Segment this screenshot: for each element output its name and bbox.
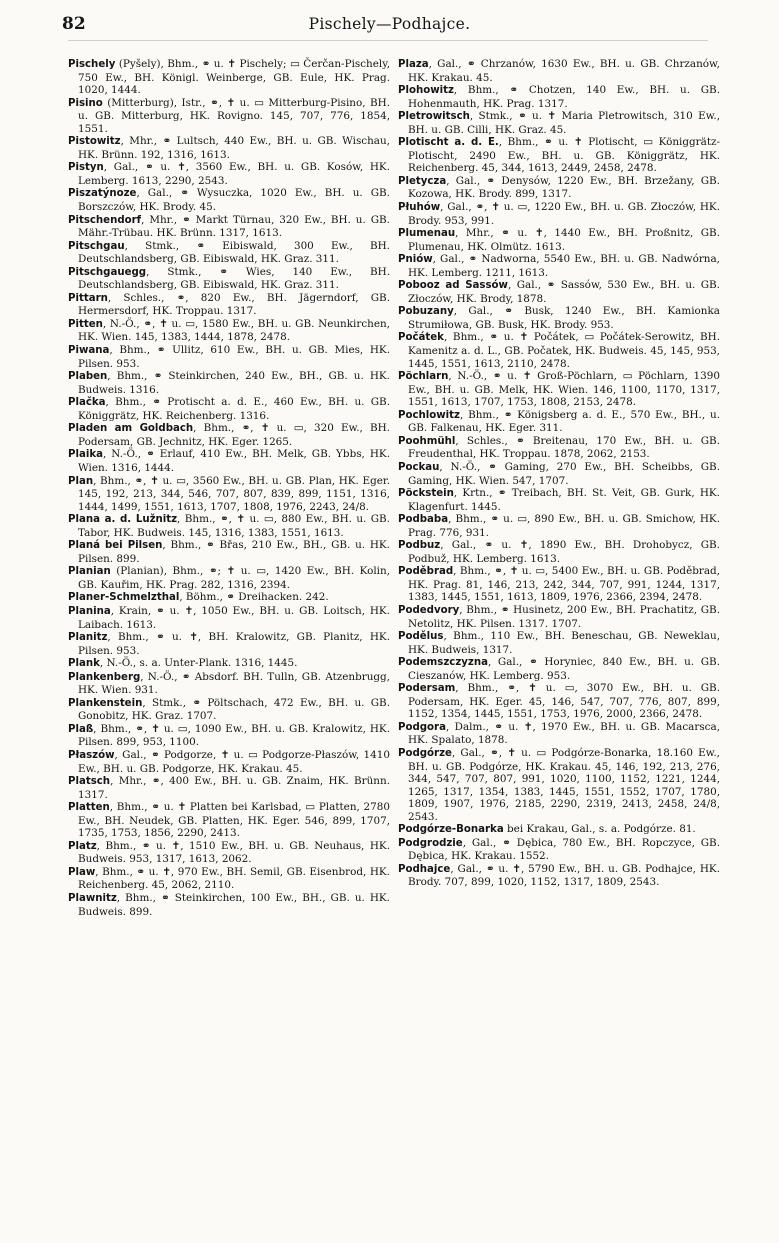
gazetteer-entry [398, 682, 720, 721]
entry-headword: Pockau [398, 461, 440, 473]
gazetteer-entry [398, 136, 720, 175]
entry-headword: Płuhów [398, 202, 441, 214]
entry-headword: Platten [68, 802, 110, 814]
entry-headword: Plana a. d. Lužnitz [68, 514, 178, 526]
entry-headword: Plank [68, 658, 100, 670]
entry-headword: Plankenberg [68, 671, 141, 683]
gazetteer-entry [398, 837, 720, 863]
entry-headword: Plankenstein [68, 697, 143, 709]
entry-text: , Bhm., ⚭ Steinkirchen, 100 Ew., BH., GB. u. HK. Budweis. 899. [78, 892, 390, 918]
entry-headword: Podbuz [398, 540, 441, 552]
gazetteer-entry [398, 279, 720, 305]
entry-text: , Bhm., ⚭ u. ▭, 890 Ew., BH. u. GB. Smichow, HK. Prag. 776, 931. [408, 513, 720, 539]
entry-text: , Böhm., ⚭ Dreihacken. 242. [179, 591, 329, 604]
gazetteer-entry [68, 187, 390, 213]
left-column [68, 58, 390, 918]
entry-text: , Gal., ⚭ Wysuczka, 1020 Ew., BH. u. GB. Borszczów, HK. Brody. 45. [78, 187, 390, 214]
entry-text: , Bhm., ⚭, ✝ u. ▭, 3070 Ew., BH. u. GB. Podersam, HK. Eger. 45, 146, 547, 707, 776, 807, 899, 1152, 1354, 1445, 1551, 1753, 1976, 2000, 2366, 2478. [408, 682, 720, 721]
entry-headword: Pletrowitsch [398, 111, 470, 123]
entry-headword: Platz [68, 840, 97, 852]
gazetteer-entry [398, 175, 720, 201]
gazetteer-entry [68, 513, 390, 539]
gazetteer-entry [68, 565, 390, 591]
entry-text: (Mitterburg), Istr., ⚭, ✝ u. ▭ Mitterburg-Pisino, BH. u. GB. Mitterburg, HK. Rovigno. 145, 707, 776, 1854, 1551. [78, 96, 390, 135]
gazetteer-entry [398, 487, 720, 513]
gazetteer-entry [68, 657, 390, 671]
entry-text: , Bhm., ⚭ Steinkirchen, 240 Ew., BH., GB. u. HK. Budweis. 1316. [78, 370, 390, 396]
entry-text: , Gal., ⚭ u. ✝, 1890 Ew., BH. Drohobycz, GB. Podbuž, HK. Lemberg. 1613. [408, 539, 720, 565]
entry-text: , Gal., ⚭ Denysów, 1220 Ew., BH. Brzežany, GB. Kozowa, HK. Brody. 899, 1317. [408, 174, 720, 201]
entry-text: , Bhm., ⚭ u. ✝ Plotischt, ▭ Königgrätz-Plotischt, 2490 Ew., BH. u. GB. Königgrätz, HK. Reichenberg. 45, 344, 1613, 2449, 2458, 2478. [408, 136, 720, 175]
entry-text: , Krain, ⚭ u. ✝, 1050 Ew., BH. u. GB. Loitsch, HK. Laibach. 1613. [78, 604, 390, 631]
entry-text: , Schles., ⚭, 820 Ew., BH. Jägerndorf, GB. Hermersdorf, HK. Troppau. 1317. [78, 291, 390, 318]
entry-text: , Gal., ⚭, ✝ u. ▭, 1220 Ew., BH. u. GB. Złoczów, HK. Brody. 953, 991. [408, 201, 720, 227]
gazetteer-entry [68, 697, 390, 723]
gazetteer-entry [68, 344, 390, 370]
entry-headword: Pistowitz [68, 136, 121, 148]
entry-headword: Plotischt a. d. E. [398, 137, 499, 149]
entry-text: , Bhm., ⚭, ✝ u. ▭, 320 Ew., BH. Podersam, GB. Jechnitz, HK. Eger. 1265. [78, 422, 390, 448]
gazetteer-entry [398, 331, 720, 370]
entry-headword: Podhajce [398, 863, 451, 875]
entry-text: , N.-Ö., ⚭ u. ✝ Groß-Pöchlarn, ▭ Pöchlarn, 1390 Ew., BH. u. GB. Melk, HK. Wien. 146, 1100, 1170, 1317, 1551, 1613, 1707, 1753, 1808, 2153, 2478. [408, 370, 720, 409]
entry-headword: Płaszów [68, 749, 115, 761]
entry-headword: Plaß [68, 723, 94, 735]
entry-text: , Gal., ⚭ Dębica, 780 Ew., BH. Ropczyce, GB. Dębica, HK. Krakau. 1552. [408, 836, 720, 863]
entry-text: , Bhm., ⚭, ✝ u. ▭, 1090 Ew., BH. u. GB. Kralowitz, HK. Pilsen. 899, 953, 1100. [78, 722, 390, 749]
gazetteer-entry [68, 97, 390, 136]
entry-headword: Pobooz ad Sassów [398, 280, 508, 292]
entry-headword: Pischely [68, 59, 116, 70]
entry-text: , N.-Ö., ⚭, ✝ u. ▭, 1580 Ew., BH. u. GB. Neunkirchen, HK. Wien. 145, 1383, 1444, 1878, 2478. [78, 317, 390, 344]
entry-text: (Planian), Bhm., ⚭; ✝ u. ▭, 1420 Ew., BH. Kolin, GB. Kauřim, HK. Prag. 282, 1316, 2394. [78, 565, 390, 591]
gazetteer-entry [398, 863, 720, 889]
gazetteer-entry [68, 58, 390, 97]
entry-headword: Plaza [398, 59, 429, 70]
entry-text: , Schles., ⚭ Breitenau, 170 Ew., BH. u. GB. Freudenthal, HK. Troppau. 1878, 2062, 2153. [408, 434, 720, 461]
entry-text: , Gal., ⚭ Sassów, 530 Ew., BH. u. GB. Złoczów, HK. Brody, 1878. [408, 279, 720, 305]
gazetteer-entry [398, 513, 720, 539]
entry-headword: Planina [68, 605, 111, 617]
entry-headword: Podgórze [398, 747, 452, 759]
entry-text: , Gal., ⚭, ✝ u. ▭ Podgórze-Bonarka, 18.160 Ew., BH. u. GB. Podgórze, HK. Krakau. 45, 146, 192, 213, 276, 344, 547, 707, 807, 991, 1020, 1100, 1152, 1221, 1244, 1265, 1317, 1354, 1383, 1445, 1551, 1552, 1707, 1780, 1809, 1907, 1976, 2185, 2290, 2319, 2413, 2458, 24/8, 2543. [408, 746, 720, 823]
entry-headword: Pletycza [398, 175, 447, 187]
entry-headword: Podgrodzie [398, 837, 463, 849]
gazetteer-entry [398, 630, 720, 656]
right-column [398, 58, 720, 889]
gazetteer-entry [398, 721, 720, 747]
gazetteer-entry [68, 214, 390, 240]
entry-headword: Pochlowitz [398, 409, 460, 421]
gazetteer-entry [398, 227, 720, 253]
gazetteer-entry [68, 723, 390, 749]
gazetteer-entry [68, 396, 390, 422]
entry-headword: Podgórze-Bonarka [398, 824, 504, 836]
entry-text: , Bhm., ⚭, ✝ u. ▭, 3560 Ew., BH. u. GB. Plan, HK. Eger. 145, 192, 213, 344, 546, 707, 807, 839, 899, 1151, 1316, 1444, 1499, 1551, 1613, 1707, 1808, 1976, 2243, 24/8. [78, 474, 390, 513]
entry-text: , N.-Ö., ⚭ Gaming, 270 Ew., BH. Scheibbs, GB. Gaming, HK. Wien. 547, 1707. [408, 460, 720, 487]
gazetteer-entry [398, 110, 720, 136]
entry-headword: Pisino [68, 97, 103, 109]
entry-text: , Bhm., ⚭, ✝ u. ▭, 880 Ew., BH. u. GB. Tabor, HK. Budweis. 145, 1316, 1383, 1551, 1613. [78, 513, 390, 539]
gazetteer-entry [68, 749, 390, 775]
entry-headword: Plaben [68, 371, 108, 383]
gazetteer-entry [398, 370, 720, 409]
gazetteer-entry [68, 422, 390, 448]
entry-text: , Bhm., ⚭ Protischt a. d. E., 460 Ew., BH. u. GB. Königgrätz, HK. Reichenberg. 1316. [78, 396, 390, 422]
entry-text: , Bhm., ⚭ u. ✝ Platten bei Karlsbad, ▭ Platten, 2780 Ew., BH. Neudek, GB. Platten, HK. Eger. 546, 899, 1707, 1735, 1753, 1856, 2290, 2413. [78, 801, 390, 840]
entry-text: , Bhm., ⚭ u. ✝ Počátek, ▭ Počátek-Serowitz, BH. Kamenitz a. d. L., GB. Počatek, HK. Budweis. 45, 145, 953, 1445, 1551, 1613, 2110, 2478. [408, 331, 720, 370]
entry-text: , Gal., ⚭ u. ✝, 3560 Ew., BH. u. GB. Kosów, HK. Lemberg. 1613, 2290, 2543. [78, 161, 390, 187]
entry-headword: Plaw [68, 866, 96, 878]
gazetteer-entry [398, 305, 720, 331]
gazetteer-entry [68, 318, 390, 344]
entry-headword: Pitschgauegg [68, 266, 147, 278]
gazetteer-entry [68, 801, 390, 840]
entry-headword: Piszatýnoze [68, 188, 137, 200]
gazetteer-entry [68, 266, 390, 292]
entry-headword: Počátek [398, 332, 444, 344]
gazetteer-entry [398, 461, 720, 487]
entry-text: , Stmk., ⚭ Wies, 140 Ew., BH. Deutschlandsberg, GB. Eibiswald, HK. Graz. 311. [78, 265, 390, 292]
gazetteer-entry [398, 656, 720, 682]
entry-text: , N.-Ö., ⚭ Absdorf. BH. Tulln, GB. Atzenbrugg, HK. Wien. 931. [78, 670, 390, 697]
entry-headword: Podbaba [398, 514, 449, 526]
entry-headword: Planer-Schmelzthal [68, 592, 180, 604]
entry-headword: Pitten [68, 318, 103, 330]
entry-text: , Bhm., ⚭ u. ✝, BH. Kralowitz, GB. Planitz, HK. Pilsen. 953. [78, 631, 390, 657]
entry-headword: Plačka [68, 397, 106, 409]
entry-headword: Pitschendorf [68, 214, 142, 226]
gazetteer-entry [398, 409, 720, 435]
entry-headword: Piwana [68, 345, 110, 357]
entry-text: , Stmk., ⚭ Eibiswald, 300 Ew., BH. Deutschlandsberg, GB. Eibiswald, HK. Graz. 311. [78, 239, 390, 266]
gazetteer-entry [398, 84, 720, 110]
entry-headword: Planitz [68, 632, 108, 644]
running-head: Pischely—Podhajce. [308, 15, 471, 33]
entry-text: , Gal., ⚭ Nadworna, 5540 Ew., BH. u. GB. Nadwórna, HK. Lemberg. 1211, 1613. [408, 253, 720, 279]
entry-text: bei Krakau, Gal., s. a. Podgórze. 81. [503, 823, 696, 836]
entry-text: , Krtn., ⚭ Treibach, BH. St. Veit, GB. Gurk, HK. Klagenfurt. 1445. [408, 487, 720, 513]
gazetteer-entry [68, 775, 390, 801]
entry-text: , Bhm., ⚭ u. ✝, 970 Ew., BH. Semil, GB. Eisenbrod, HK. Reichenberg. 45, 2062, 2110. [78, 865, 390, 892]
entry-text: , Gal., ⚭ Busk, 1240 Ew., BH. Kamionka Strumiłowa, GB. Busk, HK. Brody. 953. [408, 305, 720, 331]
gazetteer-entry [398, 604, 720, 630]
entry-text: , Bhm., 110 Ew., BH. Beneschau, GB. Neweklau, HK. Budweis, 1317. [408, 630, 720, 656]
entry-headword: Poohmühl [398, 435, 456, 447]
entry-text: , Gal., ⚭ Chrzanów, 1630 Ew., BH. u. GB. Chrzanów, HK. Krakau. 45. [408, 58, 720, 84]
gazetteer-entry [68, 631, 390, 657]
entry-text: , Mhr., ⚭, 400 Ew., BH. u. GB. Znaim, HK. Brünn. 1317. [78, 775, 390, 801]
gazetteer-entry [398, 253, 720, 279]
entry-text: , Gal., ⚭ Podgorze, ✝ u. ▭ Podgorze-Płaszów, 1410 Ew., BH. u. GB. Podgorze, HK. Krakau. 45. [78, 748, 390, 775]
entry-headword: Poděbrad [398, 566, 454, 578]
entry-text: , Bhm., ⚭ Ullitz, 610 Ew., BH. u. GB. Mies, HK. Pilsen. 953. [78, 344, 390, 370]
entry-headword: Plumenau [398, 228, 456, 240]
gazetteer-entry [68, 892, 390, 918]
gazetteer-entry [398, 58, 720, 84]
gazetteer-entry [68, 671, 390, 697]
entry-headword: Podgora [398, 721, 446, 733]
entry-headword: Plawnitz [68, 893, 117, 904]
gazetteer-entry [398, 539, 720, 565]
gazetteer-entry [398, 565, 720, 604]
gazetteer-entry [398, 435, 720, 461]
entry-text: , N.-Ö., ⚭ Erlauf, 410 Ew., BH. Melk, GB. Ybbs, HK. Wien. 1316, 1444. [78, 448, 390, 474]
gazetteer-entry [68, 475, 390, 514]
gazetteer-entry [398, 747, 720, 823]
entry-headword: Plohowitz [398, 85, 454, 97]
entry-text: , Mhr., ⚭ Lultsch, 440 Ew., BH. u. GB. Wischau, HK. Brünn. 192, 1316, 1613. [78, 135, 390, 161]
entry-text: , Gal., ⚭ u. ✝, 5790 Ew., BH. u. GB. Podhajce, HK. Brody. 707, 899, 1020, 1152, 1317, 1809, 2543. [408, 862, 720, 889]
header-rule [68, 40, 708, 41]
entry-headword: Podělus [398, 631, 444, 643]
entry-text: , Stmk., ⚭ Pöltschach, 472 Ew., BH. u. GB. Gonobitz, HK. Graz. 1707. [78, 696, 390, 723]
entry-text: , Bhm., ⚭, ✝ u. ▭, 5400 Ew., BH. u. GB. Poděbrad, HK. Prag. 81, 146, 213, 242, 344, 707, 991, 1244, 1317, 1383, 1445, 1551, 1613, 1809, 1976, 2366, 2394, 2478. [408, 565, 720, 604]
gazetteer-entry [68, 840, 390, 866]
entry-text: , N.-Ö., s. a. Unter-Plank. 1316, 1445. [99, 657, 298, 670]
entry-text: , Mhr., ⚭ Markt Türnau, 320 Ew., BH. u. GB. Mähr.-Trübau. HK. Brünn. 1317, 1613. [78, 213, 390, 240]
entry-text: , Dalm., ⚭ u. ✝, 1970 Ew., BH. u. GB. Macarsca, HK. Spalato, 1878. [408, 720, 720, 747]
entry-headword: Planá bei Pilsen [68, 540, 163, 552]
entry-text: (Pyšely), Bhm., ⚭ u. ✝ Pischely; ▭ Čerčan-Pischely, 750 Ew., BH. Königl. Weinberge, GB. Eule, HK. Prag. 1020, 1444. [78, 58, 390, 97]
gazetteer-entry [68, 135, 390, 161]
entry-headword: Podemszczyzna [398, 657, 488, 669]
entry-text: , Bhm., ⚭ Chotzen, 140 Ew., BH. u. GB. Hohenmauth, HK. Prag. 1317. [408, 84, 720, 110]
entry-text: , Bhm., ⚭ Břas, 210 Ew., BH., GB. u. HK. Pilsen. 899. [78, 539, 390, 565]
gazetteer-entry [68, 866, 390, 892]
entry-headword: Pittarn [68, 292, 108, 304]
gazetteer-entry [68, 605, 390, 631]
gazetteer-entry [68, 240, 390, 266]
entry-text: , Bhm., ⚭ Husinetz, 200 Ew., BH. Prachatitz, GB. Netolitz, HK. Pilsen. 1317. 1707. [408, 603, 720, 630]
entry-text: , Bhm., ⚭ u. ✝, 1510 Ew., BH. u. GB. Neuhaus, HK. Budweis. 953, 1317, 1613, 2062. [78, 839, 390, 866]
entry-headword: Plaika [68, 449, 103, 461]
gazetteer-entry [68, 370, 390, 396]
entry-headword: Pöckstein [398, 488, 454, 500]
gazetteer-entry [398, 823, 720, 837]
entry-text: , Mhr., ⚭ u. ✝, 1440 Ew., BH. Proßnitz, GB. Plumenau, HK. Olmütz. 1613. [408, 227, 720, 253]
entry-text: , Gal., ⚭ Horyniec, 840 Ew., BH. u. GB. Cieszanów, HK. Lemberg. 953. [408, 656, 720, 682]
gazetteer-entry [398, 201, 720, 227]
gazetteer-entry [68, 161, 390, 187]
gazetteer-entry [68, 448, 390, 474]
entry-text: , Bhm., ⚭ Königsberg a. d. E., 570 Ew., BH., u. GB. Falkenau, HK. Eger. 311. [408, 408, 720, 435]
entry-text: , Stmk., ⚭ u. ✝ Maria Pletrowitsch, 310 Ew., BH. u. GB. Cilli, HK. Graz. 45. [408, 110, 720, 136]
gazetteer-entry [68, 539, 390, 565]
entry-headword: Pitschgau [68, 240, 125, 252]
entry-headword: Podersam [398, 683, 456, 695]
entry-headword: Pniów [398, 254, 433, 266]
entry-headword: Pistyn [68, 162, 104, 174]
entry-headword: Plan [68, 475, 94, 487]
gazetteer-entry [68, 591, 390, 605]
entry-headword: Pöchlarn [398, 371, 449, 383]
entry-headword: Pladen am Goldbach [68, 423, 194, 435]
gazetteer-entry [68, 292, 390, 318]
page-number: 82 [62, 14, 86, 34]
entry-headword: Platsch [68, 776, 111, 788]
entry-headword: Podedvory [398, 604, 460, 616]
entry-headword: Planian [68, 566, 111, 578]
entry-headword: Pobuzany [398, 306, 454, 318]
